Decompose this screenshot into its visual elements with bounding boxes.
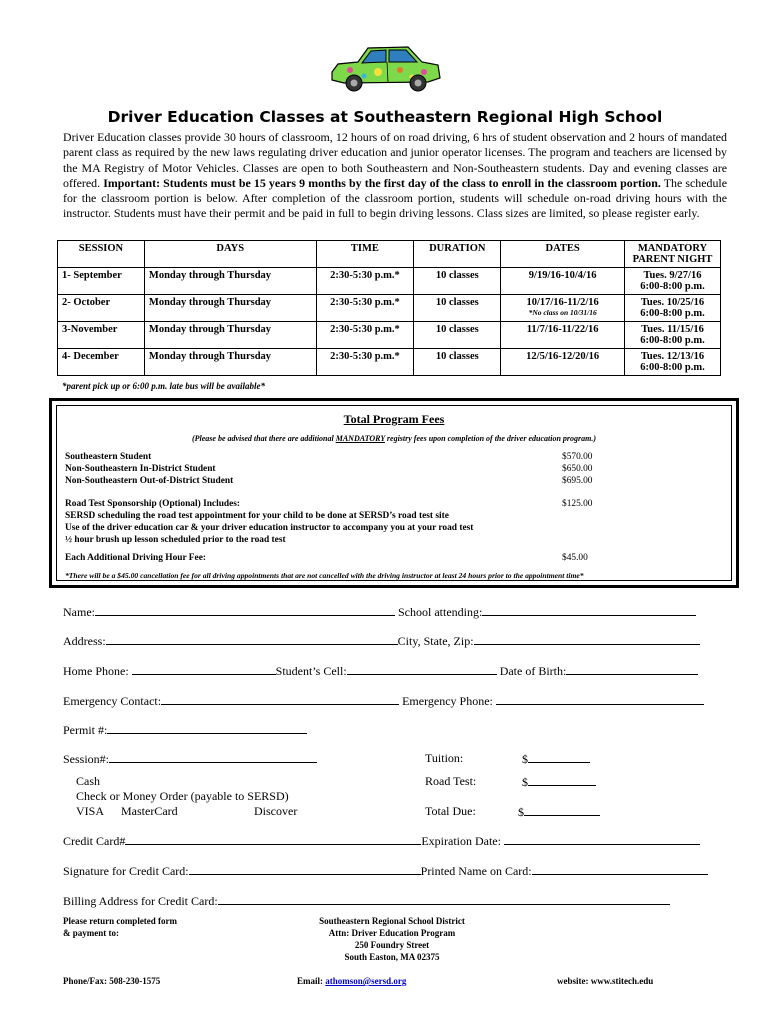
car-illustration: [328, 42, 443, 94]
fees-box: [49, 398, 739, 588]
schedule-cell-time: 2:30-5:30 p.m.*: [316, 349, 414, 376]
schedule-header-row: SESSION DAYS TIME DURATION DATES MANDATORY PARENT NIGHT: [58, 241, 721, 268]
schedule-cell-dates: 12/5/16-12/20/16: [501, 349, 625, 376]
schedule-row: [58, 322, 721, 349]
total-due-field[interactable]: [524, 804, 600, 816]
home-phone-field[interactable]: [132, 663, 276, 675]
road-test-field[interactable]: [528, 774, 596, 786]
total-due-amount-row: $: [518, 804, 600, 820]
page-title: Driver Education Classes at Southeastern Regional High School: [107, 108, 663, 126]
name-field[interactable]: [95, 604, 395, 616]
fee-values: $570.00 $650.00 $695.00: [562, 452, 593, 486]
schedule-cell-time: 2:30-5:30 p.m.*: [316, 295, 414, 322]
cancellation-note: *There will be a $45.00 cancellation fee for all driving appointments that are not cancelled with the driving instructor at least 24 hours prior to the appointment time*: [65, 571, 584, 580]
schedule-table: [57, 240, 721, 376]
payment-visa[interactable]: VISA: [76, 804, 105, 818]
schedule-cell-parent-night: Tues. 11/15/16 6:00-8:00 p.m.: [625, 322, 721, 349]
schedule-cell-session: 4- December: [58, 349, 145, 376]
signature-row: Signature for Credit Card: Printed Name on Card:: [63, 863, 708, 879]
road-test-label: Road Test:: [425, 774, 477, 788]
name-row: Name: School attending:: [63, 604, 696, 620]
schedule-cell-time: 2:30-5:30 p.m.*: [316, 322, 414, 349]
date-note: *No class on 10/31/16: [528, 308, 597, 317]
road-test-sponsorship: Road Test Sponsorship (Optional) Includes: SERSD scheduling the road test appointment for your child to be done at SERSD’s road test site Use of the driver education car & your driver education instructor to accompany you at your road test ½ hour brush up lesson scheduled prior to the road test: [65, 499, 474, 545]
payment-discover[interactable]: Discover: [254, 804, 298, 818]
schedule-cell-days: Monday through Thursday: [144, 322, 316, 349]
session-field[interactable]: [109, 751, 317, 763]
signature-field[interactable]: [189, 863, 421, 875]
mailing-address: Southeastern Regional School District Attn: Driver Education Program 250 Foundry Street South Easton, MA 02375: [319, 916, 465, 962]
schedule-cell-dates: 11/7/16-11/22/16: [501, 322, 625, 349]
payment-cash[interactable]: Cash: [76, 774, 100, 788]
billing-row: Billing Address for Credit Card:: [63, 893, 670, 909]
schedule-cell-duration: 10 classes: [414, 322, 501, 349]
credit-card-row: Credit Card# Expiration Date:: [63, 833, 700, 849]
schedule-cell-dates: 10/17/16-11/2/16 *No class on 10/31/16: [501, 295, 625, 322]
student-cell-field[interactable]: [347, 663, 497, 675]
return-instructions: Please return completed form & payment to:: [63, 916, 178, 938]
schedule-cell-days: Monday through Thursday: [144, 349, 316, 376]
session-row: Session#:: [63, 751, 317, 767]
schedule-cell-dates: 9/19/16-10/4/16: [501, 268, 625, 295]
tuition-field[interactable]: [528, 751, 590, 763]
schedule-cell-session: 2- October: [58, 295, 145, 322]
schedule-cell-duration: 10 classes: [414, 349, 501, 376]
expiration-field[interactable]: [504, 833, 700, 845]
address-field[interactable]: [106, 633, 398, 645]
fees-title: Total Program Fees: [343, 412, 445, 426]
schedule-cell-time: 2:30-5:30 p.m.*: [316, 268, 414, 295]
important-note: Important: Students must be 15 years 9 months by the first day of the class to enroll in the classroom portion.: [103, 175, 661, 190]
schedule-cell-parent-night: Tues. 12/13/16 6:00-8:00 p.m.: [625, 349, 721, 376]
payment-mastercard[interactable]: MasterCard: [121, 804, 178, 818]
permit-field[interactable]: [107, 722, 307, 734]
schedule-cell-parent-night: Tues. 10/25/16 6:00-8:00 p.m.: [625, 295, 721, 322]
phone-row: Home Phone: Student’s Cell: Date of Birth:: [63, 663, 698, 679]
schedule-row: [58, 349, 721, 376]
billing-address-field[interactable]: [218, 893, 670, 905]
address-row: Address: City, State, Zip:: [63, 633, 700, 649]
permit-row: Permit #:: [63, 722, 307, 738]
tuition-amount-row: $: [522, 751, 590, 767]
schedule-row: [58, 295, 721, 322]
payment-check[interactable]: Check or Money Order (payable to SERSD): [76, 789, 289, 803]
intro-paragraph: Driver Education classes provide 30 hours of classroom, 12 hours of on road driving, 6 hrs of student observation and 2 hours of mandated parent class as required by the new laws regulating driver education and junior operator licenses. The program and teachers are licensed by the MA Registry of Motor Vehicles. Classes are open to both Southeastern and Non-Southeastern students. Day and evening classes are offered. Important: Students must be 15 years 9 months by the first day of the class to enroll in the classroom portion. The schedule for the classroom portion is below. After completion of the classroom portion, students will schedule on-road driving hours with the instructor. Students must have their permit and be paid in full to begin driving lessons. Class sizes are limited, so please register early.: [63, 130, 727, 221]
credit-card-field[interactable]: [125, 833, 421, 845]
additional-hour-fee: $45.00: [562, 553, 588, 563]
website: website: www.stitech.edu: [557, 976, 654, 986]
email-line: Email: athomson@sersd.org: [297, 976, 407, 986]
total-due-label: Total Due:: [425, 804, 476, 818]
emergency-row: Emergency Contact: Emergency Phone:: [63, 693, 704, 709]
schedule-cell-duration: 10 classes: [414, 295, 501, 322]
phone-fax: Phone/Fax: 508-230-1575: [63, 976, 161, 986]
fees-note: (Please be advised that there are additional MANDATORY registry fees upon completion of the driver education program.): [191, 434, 597, 443]
additional-hour-label: Each Additional Driving Hour Fee:: [65, 553, 206, 563]
schedule-cell-duration: 10 classes: [414, 268, 501, 295]
road-test-fee: $125.00: [562, 499, 593, 509]
city-field[interactable]: [474, 633, 700, 645]
fee-labels: Southeastern Student Non-Southeastern In-District Student Non-Southeastern Out-of-District Student: [65, 452, 234, 486]
tuition-label: Tuition:: [425, 751, 464, 765]
emergency-contact-field[interactable]: [161, 693, 399, 705]
schedule-cell-days: Monday through Thursday: [144, 268, 316, 295]
emergency-phone-field[interactable]: [496, 693, 704, 705]
schedule-cell-session: 1- September: [58, 268, 145, 295]
road-test-amount-row: $: [522, 774, 596, 790]
school-field[interactable]: [482, 604, 696, 616]
schedule-cell-days: Monday through Thursday: [144, 295, 316, 322]
schedule-cell-parent-night: Tues. 9/27/16 6:00-8:00 p.m.: [625, 268, 721, 295]
printed-name-field[interactable]: [532, 863, 708, 875]
email-link[interactable]: athomson@sersd.org: [325, 976, 407, 986]
dob-field[interactable]: [566, 663, 698, 675]
schedule-row: [58, 268, 721, 295]
late-bus-note: *parent pick up or 6:00 p.m. late bus will be available*: [62, 381, 265, 391]
schedule-cell-session: 3-November: [58, 322, 145, 349]
